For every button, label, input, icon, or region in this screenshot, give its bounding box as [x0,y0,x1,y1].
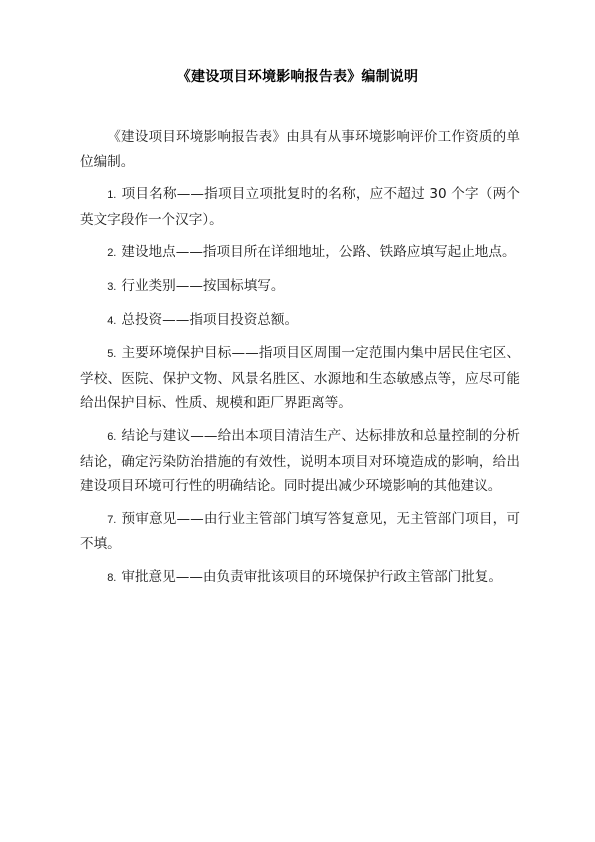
list-item [80,308,520,334]
item-text: 项目名称——指项目立项批复时的名称，应不超过 30 个字（两个英文字段作一个汉字）。 [80,186,520,228]
item-text: 行业类别——按国标填写。 [121,277,285,294]
item-text: 建设地点——指项目所在详细地址，公路、铁路应填写起止地点。 [121,244,516,261]
item-number: 3. [107,280,117,293]
item-number: 7. [107,513,117,526]
item-number: 2. [107,247,117,260]
item-number: 8. [107,571,117,584]
item-text: 主要环境保护目标——指项目区周围一定范围内集中居民住宅区、学校、医院、保护文物、风景名胜区、水源地和生态敏感点等，应尽可能给出保护目标、性质、规模和距厂界距离等。 [80,345,520,412]
list-item [80,565,520,591]
list-item [80,274,520,300]
item-number: 5. [107,348,117,361]
list-item [80,341,520,416]
list-item [80,507,520,557]
item-text: 结论与建议——给出本项目清洁生产、达标排放和总量控制的分析结论，确定污染防治措施的有效性，说明本项目对环境造成的影响，给出建设项目环境可行性的明确结论。同时提出减少环境影响的其他建议。 [80,427,520,495]
page-title: 《建设项目环境影响报告表》编制说明 [176,69,419,85]
item-text: 总投资——指项目投资总额。 [121,311,299,328]
item-text: 预审意见——由行业主管部门填写答复意见，无主管部门项目，可不填。 [80,510,520,553]
list-item [80,240,520,266]
item-number: 6. [107,430,117,443]
item-number: 1. [107,189,117,202]
list-item [80,424,520,499]
intro-paragraph: 《建设项目环境影响报告表》由具有从事环境影响评价工作资质的单位编制。 [80,129,520,170]
list-item [80,182,520,232]
item-number: 4. [107,314,117,327]
document-body [80,125,520,599]
item-text: 审批意见——由负责审批该项目的环境保护行政主管部门批复。 [121,568,502,585]
